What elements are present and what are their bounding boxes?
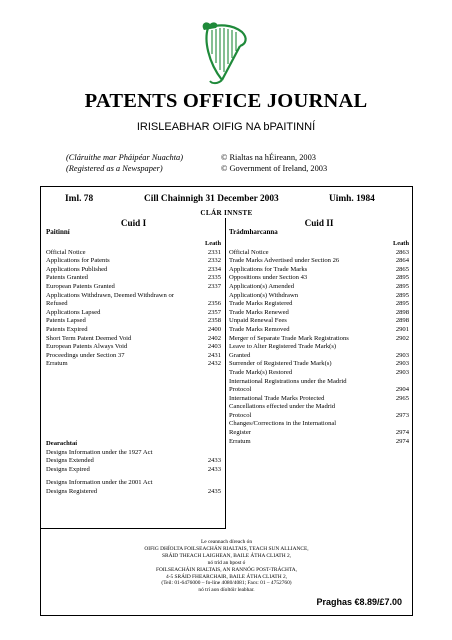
contents-entry-label: Unpaid Renewal Fees <box>229 317 287 325</box>
contents-entry-page: 2965 <box>395 394 409 402</box>
contents-entry <box>229 266 409 275</box>
contents-entry-label: Protocol <box>229 411 252 419</box>
journal-subtitle-irish: IRISLEABHAR OIFIG NA bPAITINNÍ <box>136 121 316 133</box>
contents-entry-page: 2898 <box>395 317 409 325</box>
contents-entry-label: Register <box>229 429 251 437</box>
contents-left-column <box>46 218 221 369</box>
contents-entry <box>46 249 221 258</box>
copyright-irish: © Rialtas na hÉireann, 2003 <box>221 153 316 162</box>
trademarks-section-heading: Trádmharcanna <box>229 228 278 236</box>
column-divider <box>225 218 226 528</box>
contents-entry-page: 2332 <box>207 257 221 265</box>
patents-contents-list <box>46 249 221 369</box>
page-column-label: Leath <box>205 240 221 247</box>
contents-entry-page: 2898 <box>395 308 409 316</box>
purchase-info-line: FOILSEACHÁIN RIALTAIS, AN RANNÓG POST-TRÁCHTA, <box>156 566 297 573</box>
contents-entry <box>229 352 409 361</box>
contents-entry <box>229 378 409 387</box>
contents-entry <box>229 386 409 395</box>
copyright-note <box>221 152 327 174</box>
purchase-info <box>41 539 412 594</box>
contents-entry <box>229 335 409 344</box>
trademarks-contents-list <box>229 249 409 447</box>
contents-entry-page: 2432 <box>207 360 221 368</box>
contents-entry <box>229 309 409 318</box>
contents-entry-page: 2973 <box>395 411 409 419</box>
contents-entry-page: 2974 <box>395 429 409 437</box>
contents-entry <box>229 326 409 335</box>
contents-entry-page: 2865 <box>395 265 409 273</box>
contents-entry-label: Applications for Trade Marks <box>229 265 308 273</box>
purchase-info-line: OIFIG DHÍOLTA FOILSEACHÁN RIALTAIS, TEACH SUN ALLIANCE, <box>144 545 309 552</box>
contents-entry <box>46 343 221 352</box>
part-two-heading: Cuid II <box>304 218 334 228</box>
contents-entry-page: 2903 <box>395 351 409 359</box>
price-label: Praghas €8.89/£7.00 <box>316 597 402 607</box>
contents-entry-page: 2431 <box>207 351 221 359</box>
contents-entry <box>229 429 409 438</box>
contents-entry <box>229 343 409 352</box>
purchase-info-line: nó trí aon díoltóir leabhar. <box>198 587 255 594</box>
contents-heading: CLÁR INNSTE <box>200 209 253 217</box>
contents-entry-page: 2331 <box>207 248 221 256</box>
designs-1927-heading: Designs Information under the 1927 Act <box>46 448 153 456</box>
harp-emblem-icon <box>198 18 256 86</box>
contents-entry <box>229 369 409 378</box>
contents-entry-page: 2895 <box>395 282 409 290</box>
contents-entry-page: 2864 <box>395 257 409 265</box>
contents-entry-label: Official Notice <box>46 248 86 256</box>
purchase-info-line: Le ceannach díreach ón <box>200 539 253 545</box>
contents-entry <box>229 360 409 369</box>
contents-entry-label: Protocol <box>229 386 252 394</box>
contents-entry-page: 2903 <box>395 368 409 376</box>
contents-entry-page: 2402 <box>207 334 221 342</box>
issue-number: Uimh. 1984 <box>329 194 375 204</box>
designs-2001-heading: Designs Information under the 2001 Act <box>46 479 153 487</box>
contents-entry-label: Trade Marks Renewed <box>229 308 289 316</box>
contents-entry-label: Trade Marks Registered <box>229 300 293 308</box>
contents-entry-page: 2358 <box>207 317 221 325</box>
contents-entry <box>46 257 221 266</box>
journal-title: PATENTS OFFICE JOURNAL <box>84 90 368 112</box>
contents-entry <box>46 317 221 326</box>
contents-entry <box>46 309 221 318</box>
patents-section-heading: Paitinní <box>46 228 70 236</box>
contents-entry <box>46 300 221 309</box>
contents-entry-label: Short Term Patent Deemed Void <box>46 334 132 342</box>
contents-entry <box>229 395 409 404</box>
contents-bottom-rule <box>41 528 226 529</box>
contents-entry <box>46 466 221 475</box>
contents-entry-label: Official Notice <box>229 248 269 256</box>
contents-entry-label: Patents Lapsed <box>46 317 86 325</box>
designs-2001-list <box>46 488 221 497</box>
contents-right-column <box>229 218 409 446</box>
contents-entry <box>46 335 221 344</box>
contents-entry-page: 2357 <box>207 308 221 316</box>
contents-entry-label: Refused <box>46 300 68 308</box>
purchase-info-line: 4-5 SRÁID FHEARCHAIR, BAILE ÁTHA CLIATH 2, <box>166 573 287 580</box>
contents-entry <box>229 292 409 301</box>
registration-english: (Registered as a Newspaper) <box>66 164 163 173</box>
contents-entry-label: International Registrations under the Madrid <box>229 377 347 385</box>
contents-entry-page: 2902 <box>395 334 409 342</box>
contents-entry-page: 2403 <box>207 343 221 351</box>
contents-entry-label: Application(s) Withdrawn <box>229 291 299 299</box>
contents-entry <box>46 457 221 466</box>
contents-entry <box>46 274 221 283</box>
contents-entry <box>46 292 221 301</box>
contents-box <box>40 186 413 616</box>
contents-entry-label: Applications Published <box>46 265 108 273</box>
contents-entry-label: Patents Granted <box>46 274 88 282</box>
contents-entry-label: Applications for Patents <box>46 257 110 265</box>
contents-entry-label: Leave to Alter Registered Trade Mark(s) <box>229 343 337 351</box>
contents-entry <box>46 266 221 275</box>
issue-volume: Iml. 78 <box>65 194 94 204</box>
contents-entry <box>229 317 409 326</box>
purchase-info-line: (Teil: 01-6476000 – fo-líne 4080/4081; Facs: 01 – 4752760) <box>161 580 292 587</box>
contents-entry-label: Designs Extended <box>46 457 94 465</box>
contents-entry-label: Merger of Separate Trade Mark Registrations <box>229 334 349 342</box>
contents-entry-label: Granted <box>229 351 251 359</box>
part-one-heading: Cuid I <box>120 218 147 228</box>
contents-entry <box>46 326 221 335</box>
contents-entry <box>46 283 221 292</box>
contents-entry <box>229 420 409 429</box>
issue-date: Cill Chainnigh 31 December 2003 <box>144 194 279 204</box>
purchase-info-line: nó tríd an bpost ó <box>207 559 246 566</box>
contents-entry-page: 2903 <box>395 360 409 368</box>
contents-entry-label: Application(s) Amended <box>229 282 295 290</box>
designs-section-heading: Dearachtaí <box>46 440 78 447</box>
contents-entry-page: 2904 <box>395 386 409 394</box>
contents-entry-label: Trade Mark(s) Restored <box>229 368 293 376</box>
contents-entry <box>229 274 409 283</box>
copyright-english: © Government of Ireland, 2003 <box>221 164 328 173</box>
contents-entry-page: 2356 <box>207 300 221 308</box>
contents-entry-page: 2901 <box>395 325 409 333</box>
contents-entry-label: Trade Marks Removed <box>229 325 290 333</box>
contents-entry-label: Erratum <box>46 360 68 368</box>
registration-irish: (Cláruithe mar Pháipéar Nuachta) <box>66 153 184 162</box>
contents-entry <box>46 352 221 361</box>
contents-entry-page: 2433 <box>207 465 221 473</box>
page-column-label: Leath <box>393 240 409 247</box>
contents-entry-label: Surrender of Registered Trade Mark(s) <box>229 360 332 368</box>
contents-entry-label: Designs Expired <box>46 465 90 473</box>
contents-entry-label: Oppositions under Section 43 <box>229 274 308 282</box>
contents-entry <box>46 488 221 497</box>
contents-entry <box>229 403 409 412</box>
contents-entry-label: Changes/Corrections in the International <box>229 420 337 428</box>
contents-entry-page: 2974 <box>395 437 409 445</box>
contents-entry-label: Trade Marks Advertised under Section 26 <box>229 257 340 265</box>
registration-note <box>66 152 183 174</box>
contents-entry-page: 2433 <box>207 457 221 465</box>
contents-entry-page: 2400 <box>207 325 221 333</box>
contents-entry-label: European Patents Always Void <box>46 343 128 351</box>
contents-entry-page: 2334 <box>207 265 221 273</box>
contents-entry-page: 2435 <box>207 487 221 495</box>
contents-entry-label: Proceedings under Section 37 <box>46 351 125 359</box>
contents-entry-page: 2895 <box>395 291 409 299</box>
contents-entry <box>229 412 409 421</box>
purchase-info-line: SRÁID THEACH LAIGHEAN, BAILE ÁTHA CLIATH 2, <box>162 552 291 559</box>
contents-entry-page: 2895 <box>395 274 409 282</box>
contents-entry <box>46 360 221 369</box>
contents-entry-page: 2337 <box>207 282 221 290</box>
contents-entry <box>229 283 409 292</box>
designs-1927-list <box>46 457 221 474</box>
contents-entry-page: 2895 <box>395 300 409 308</box>
contents-entry-label: Applications Withdrawn, Deemed Withdrawn or <box>46 291 174 299</box>
contents-entry-label: Patents Expired <box>46 325 88 333</box>
contents-entry <box>229 300 409 309</box>
contents-entry-page: 2335 <box>207 274 221 282</box>
contents-entry <box>229 249 409 258</box>
contents-entry-label: International Trade Marks Protected <box>229 394 325 402</box>
contents-entry-page: 2863 <box>395 248 409 256</box>
designs-contents <box>46 440 221 497</box>
contents-entry-label: Cancellations effected under the Madrid <box>229 403 336 411</box>
contents-entry <box>229 257 409 266</box>
contents-entry <box>229 438 409 447</box>
contents-entry-label: Erratum <box>229 437 251 445</box>
contents-entry-label: European Patents Granted <box>46 282 115 290</box>
contents-entry-label: Designs Registered <box>46 487 98 495</box>
contents-entry-label: Applications Lapsed <box>46 308 101 316</box>
